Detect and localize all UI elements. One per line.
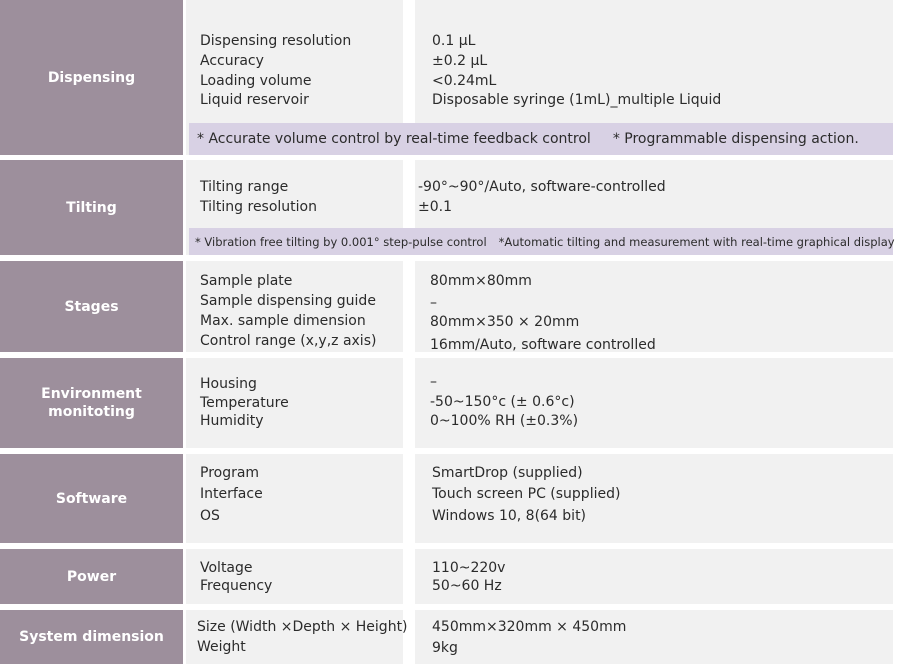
spec-label: Liquid reservoir	[200, 92, 309, 108]
spec-value: 80mm×80mm	[430, 273, 532, 289]
spec-value: 80mm×350 × 20mm	[430, 314, 580, 330]
spec-value: 0.1 μL	[432, 33, 476, 49]
spec-value: Disposable syringe (1mL)_multiple Liquid	[432, 92, 722, 108]
spec-value: –	[430, 295, 437, 311]
section-header: Stages	[0, 261, 183, 352]
spec-value: 0~100% RH (±0.3%)	[430, 413, 579, 429]
spec-label: Humidity	[200, 413, 264, 429]
spec-value: –	[430, 374, 437, 390]
section-system-dimension	[0, 610, 893, 664]
spec-label: Max. sample dimension	[200, 313, 366, 329]
spec-value: Touch screen PC (supplied)	[432, 486, 621, 502]
spec-value: ±0.2 μL	[432, 53, 488, 69]
spec-label: Temperature	[200, 395, 289, 411]
spec-value: ±0.1	[418, 199, 452, 215]
spec-label: Loading volume	[200, 73, 312, 89]
spec-value: 110~220v	[432, 560, 506, 576]
section-header: System dimension	[0, 610, 183, 664]
spec-label: Dispensing resolution	[200, 33, 352, 49]
spec-value: -90°~90°/Auto, software-controlled	[418, 179, 666, 195]
spec-label: Accuracy	[200, 53, 264, 69]
section-stages	[0, 261, 893, 352]
section-header: Power	[0, 549, 183, 604]
spec-value: -50~150°c (± 0.6°c)	[430, 394, 575, 410]
spec-value: 450mm×320mm × 450mm	[432, 619, 627, 635]
section-header: Tilting	[0, 160, 183, 255]
spec-label: Voltage	[200, 560, 253, 576]
section-environment	[0, 358, 893, 448]
spec-value: 16mm/Auto, software controlled	[430, 337, 656, 353]
spec-label: Tilting range	[200, 179, 289, 195]
spec-value: 9kg	[432, 640, 458, 656]
section-software	[0, 454, 893, 543]
spec-value: Windows 10, 8(64 bit)	[432, 508, 587, 524]
spec-label: Sample plate	[200, 273, 293, 289]
spec-label: Interface	[200, 486, 263, 502]
section-header: Environment monitoting	[0, 358, 183, 448]
section-header: Software	[0, 454, 183, 543]
spec-label: Weight	[197, 639, 246, 655]
feature-note: * Vibration free tilting by 0.001° step-pulse control *Automatic tilting and measurement with real-time graphical display	[189, 228, 893, 255]
spec-label: Size (Width ×Depth × Height)	[197, 619, 408, 635]
feature-note: * Accurate volume control by real-time feedback control * Programmable dispensing action.	[189, 123, 893, 155]
section-power	[0, 549, 893, 604]
spec-label: Tilting resolution	[200, 199, 317, 215]
spec-label: Program	[200, 465, 260, 481]
spec-label: OS	[200, 508, 220, 524]
section-header: Dispensing	[0, 0, 183, 155]
spec-label: Control range (x,y,z axis)	[200, 333, 377, 349]
spec-value: 50~60 Hz	[432, 578, 502, 594]
spec-label: Sample dispensing guide	[200, 293, 376, 309]
section-tilting	[0, 160, 893, 255]
spec-value: SmartDrop (supplied)	[432, 465, 583, 481]
spec-value: <0.24mL	[432, 73, 497, 89]
spec-label: Housing	[200, 376, 257, 392]
section-dispensing	[0, 0, 893, 155]
spec-label: Frequency	[200, 578, 273, 594]
